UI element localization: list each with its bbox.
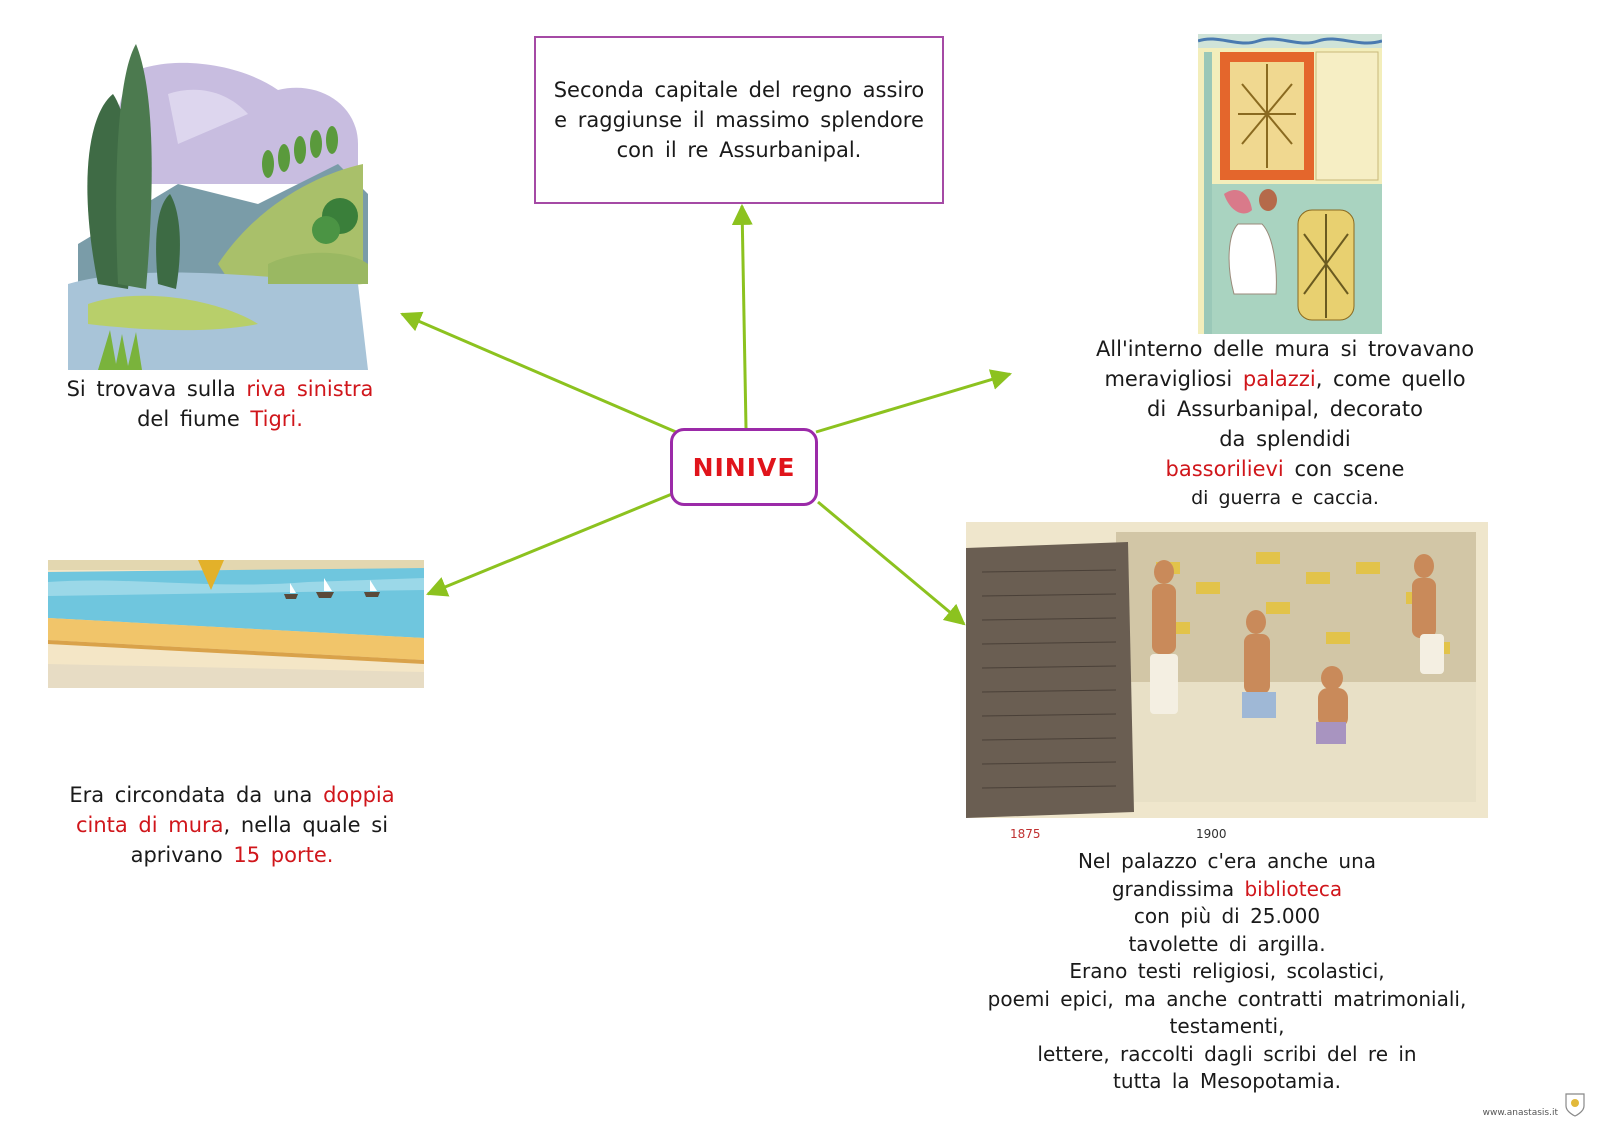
highlight-biblioteca: biblioteca xyxy=(1244,876,1343,901)
definition-text: Seconda capitale del regno assiro e raggiunse il massimo splendore con il re Assurbanipal. xyxy=(553,78,925,162)
arrow-to-right-top xyxy=(816,374,1010,432)
library-line: testamenti, xyxy=(1169,1014,1285,1038)
highlight-cinta-di-mura: cinta di mura xyxy=(75,813,224,837)
river-walls-illustration xyxy=(48,560,424,688)
palaces-line: di guerra e caccia. xyxy=(1191,487,1379,509)
walls-text-part: , nella quale si xyxy=(223,813,389,837)
river-landscape-illustration xyxy=(58,34,376,370)
highlight-15-porte: 15 porte. xyxy=(233,843,334,867)
palaces-text xyxy=(1040,334,1530,512)
highlight-riva-sinistra: riva sinistra xyxy=(246,377,374,401)
library-text-part: grandissima xyxy=(1111,876,1245,901)
library-line: con più di 25.000 xyxy=(1133,904,1321,928)
logo-icon xyxy=(1564,1090,1586,1118)
arrow-to-right-bottom xyxy=(818,502,964,624)
library-line: lettere, raccolti dagli scribi del re in xyxy=(1037,1041,1417,1066)
watermark-site-text: www.anastasis.it xyxy=(1482,1108,1558,1118)
walls-text-part: aprivano xyxy=(130,843,234,867)
palaces-line: All'interno delle mura si trovavano xyxy=(1095,337,1475,361)
palaces-text-part: , come quello xyxy=(1315,367,1466,391)
walls-text-part: Era circondata da una xyxy=(69,783,324,807)
timeline-label-a: 1875 xyxy=(1010,827,1041,841)
library-illustration xyxy=(966,522,1488,846)
highlight-doppia: doppia xyxy=(323,783,395,807)
central-node xyxy=(670,428,818,506)
palaces-text-part: con scene xyxy=(1283,457,1405,481)
bas-relief-illustration xyxy=(1198,34,1382,334)
timeline-label-b: 1900 xyxy=(1196,827,1227,841)
palaces-line: da splendidi xyxy=(1219,427,1351,451)
library-line: Erano testi religiosi, scolastici, xyxy=(1069,959,1385,983)
library-line: tavolette di argilla. xyxy=(1128,931,1326,956)
walls-text xyxy=(36,780,428,870)
site-watermark xyxy=(1483,1090,1586,1118)
central-node-label: NINIVE xyxy=(692,452,796,482)
location-text-part: Si trovava sulla xyxy=(66,377,247,401)
highlight-bassorilievi: bassorilievi xyxy=(1165,457,1284,481)
location-text-part: del fiume xyxy=(137,407,251,431)
palaces-text-part: meravigliosi xyxy=(1104,367,1243,391)
highlight-palazzi: palazzi xyxy=(1242,367,1316,391)
arrow-to-left-bottom xyxy=(428,494,672,594)
library-line: poemi epici, ma anche contratti matrimoniali, xyxy=(987,986,1467,1011)
highlight-tigri: Tigri. xyxy=(250,407,303,431)
library-line: Nel palazzo c'era anche una xyxy=(1077,849,1377,873)
arrow-to-top-box xyxy=(742,206,746,428)
library-text xyxy=(966,848,1488,1096)
library-line: tutta la Mesopotamia. xyxy=(1113,1069,1341,1093)
arrow-to-left-top xyxy=(402,314,676,432)
location-text xyxy=(30,374,410,434)
palaces-line: di Assurbanipal, decorato xyxy=(1147,397,1423,421)
definition-box xyxy=(534,36,944,204)
